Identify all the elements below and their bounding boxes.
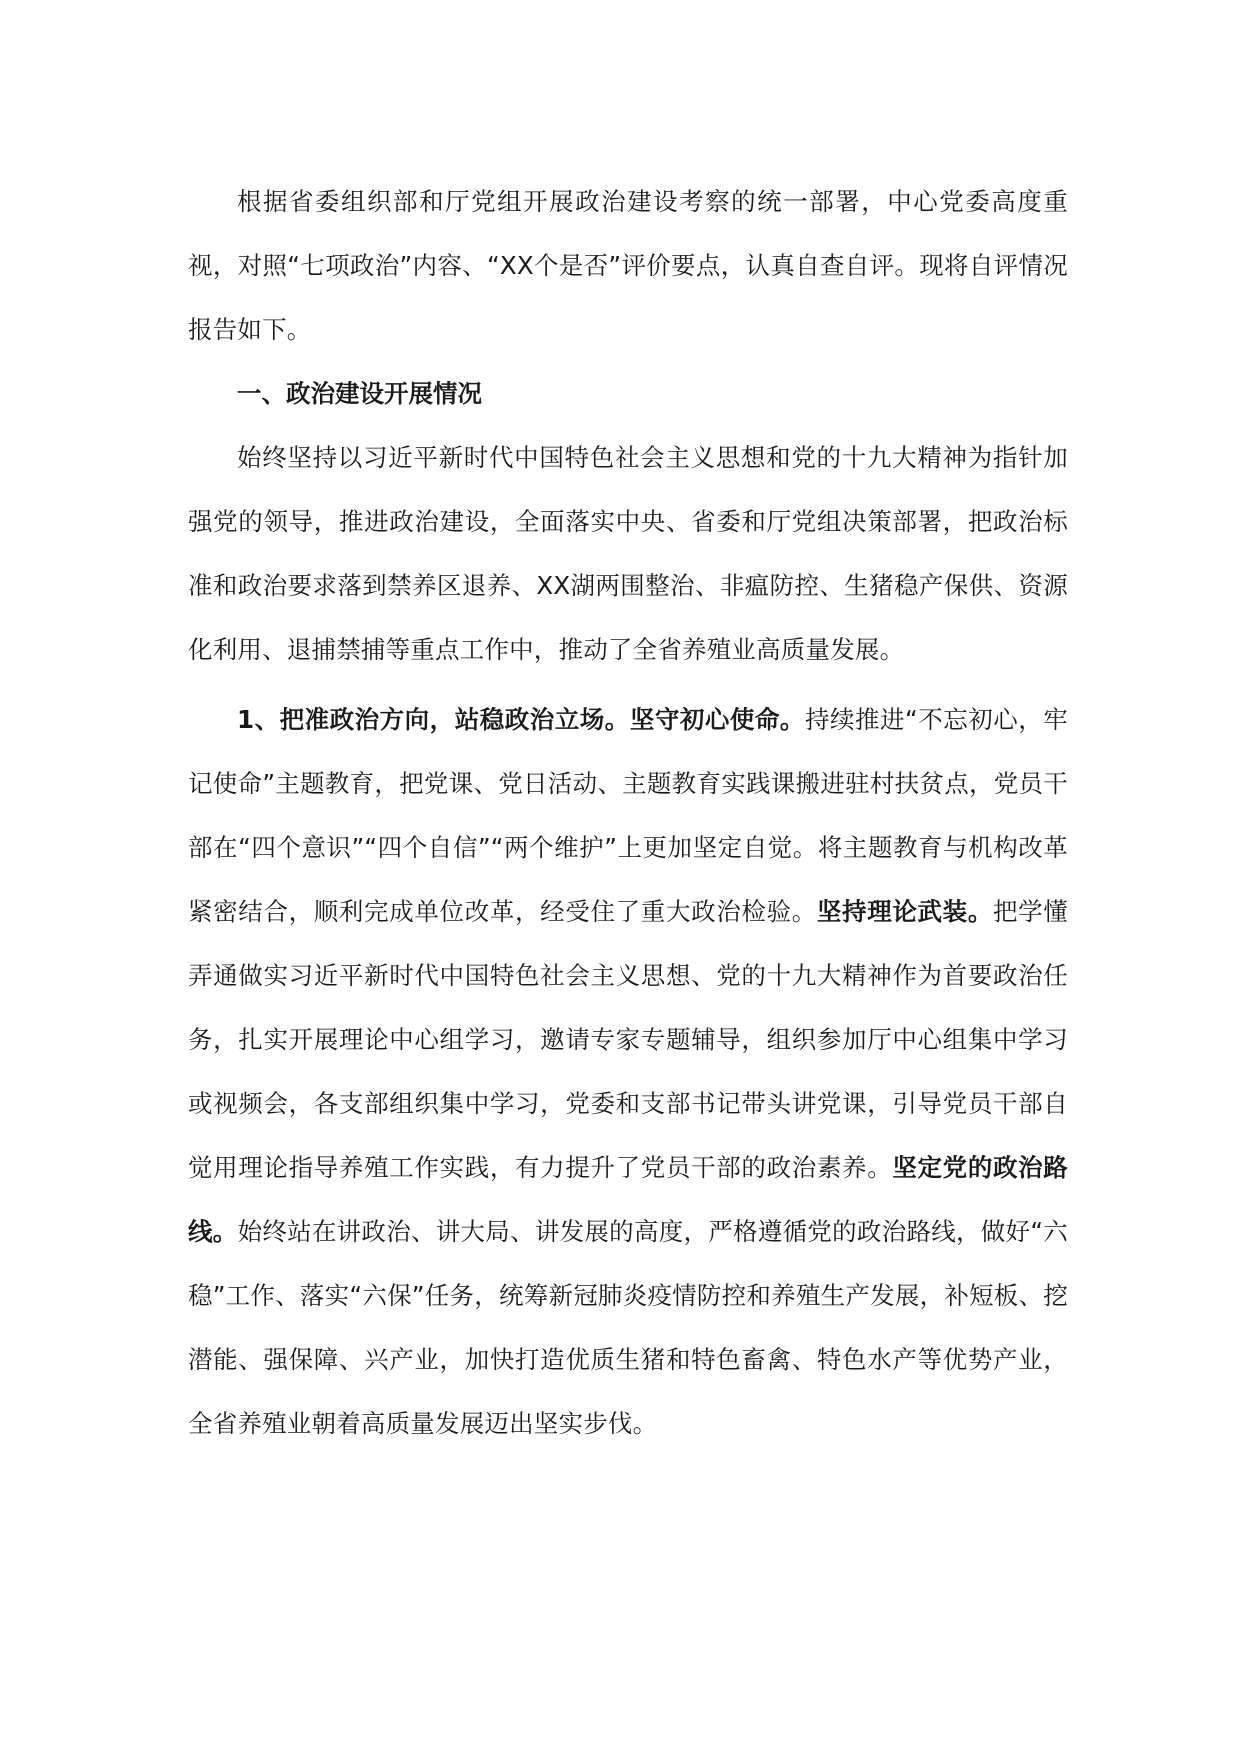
document-body (188, 170, 1068, 1456)
subitem-text: 持续推进“不忘初心，牢记使命”主题教育，把党课、党日活动、主题教育实践课搬进驻村扶贫点，党员干部在“四个意识”“四个自信”“两个维护”上更加坚定自觉。将主题教育与机构改革紧密结合，顺利完成单位改革，经受住了重大政治检验。 (188, 705, 1068, 926)
intro-paragraph: 根据省委组织部和厅党组开展政治建设考察的统一部署，中心党委高度重视，对照“七项政治”内容、“XX个是否”评价要点，认真自查自评。现将自评情况报告如下。 (188, 187, 1068, 344)
item-title: 1、把准政治方向，站稳政治立场。 (237, 705, 630, 734)
subitem-title: 坚守初心使命。 (629, 705, 805, 734)
section-heading: 一、政治建设开展情况 (237, 379, 482, 408)
subitem-title: 坚持理论武装。 (816, 897, 993, 926)
subitem-text: 把学懂弄通做实习近平新时代中国特色社会主义思想、党的十九大精神作为首要政治任务，扎实开展理论中心组学习，邀请专家专题辅导，组织参加厅中心组集中学习或视频会，各支部组织集中学习，党委和支部书记带头讲党课，引导党员干部自觉用理论指导养殖工作实践，有力提升了党员干部的政治素养。 (188, 897, 1068, 1182)
subitem-title: 坚定党的政治路线。 (188, 1153, 1068, 1246)
section-body-paragraph: 始终坚持以习近平新时代中国特色社会主义思想和党的十九大精神为指针加强党的领导，推进政治建设，全面落实中央、省委和厅党组决策部署，把政治标准和政治要求落到禁养区退养、XX湖两围整治、非瘟防控、生猪稳产保供、资源化利用、退捕禁捕等重点工作中，推动了全省养殖业高质量发展。 (188, 443, 1068, 664)
subitem-text: 始终站在讲政治、讲大局、讲发展的高度，严格遵循党的政治路线，做好“六稳”工作、落实“六保”任务，统筹新冠肺炎疫情防控和养殖生产发展，补短板、挖潜能、强保障、兴产业，加快打造优质生猪和特色畜禽、特色水产等优势产业，全省养殖业朝着高质量发展迈出坚实步伐。 (188, 1217, 1068, 1438)
item-paragraph (188, 688, 1068, 1456)
